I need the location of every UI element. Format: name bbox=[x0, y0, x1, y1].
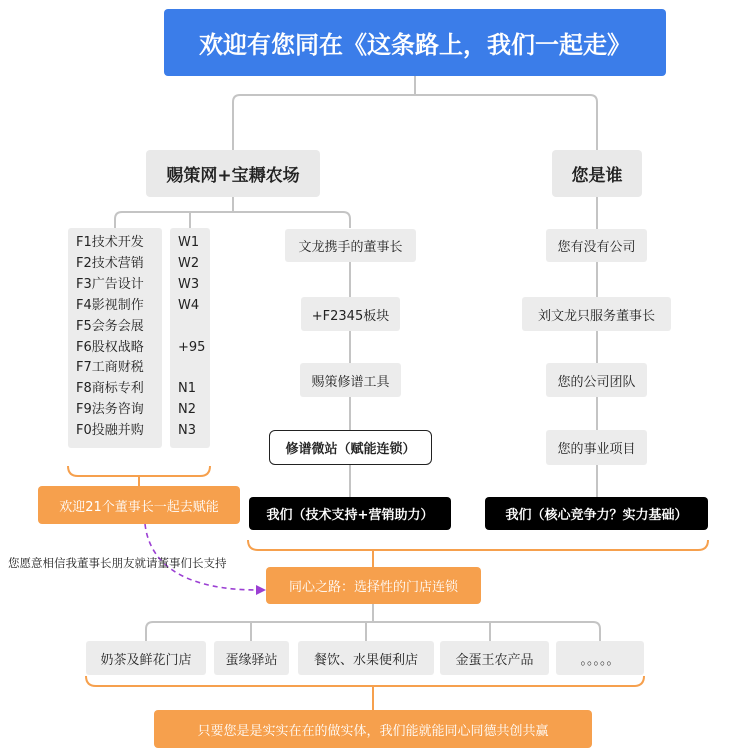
bottom-node bbox=[214, 641, 289, 675]
title-box bbox=[164, 9, 666, 76]
bottom-node bbox=[440, 641, 549, 675]
bottom-node-label: 蛋缘驿站 bbox=[225, 652, 278, 668]
mid-node-label: +F2345板块 bbox=[311, 308, 390, 324]
mid-black-node bbox=[249, 497, 451, 530]
right-node-label: 您的公司团队 bbox=[557, 374, 636, 390]
f-item: F5会务会展 bbox=[76, 318, 144, 334]
right-node bbox=[546, 229, 647, 262]
right-node bbox=[522, 297, 671, 331]
f-item: F1技术开发 bbox=[76, 235, 144, 250]
orange-left-label: 欢迎21个董事长一起去赋能 bbox=[59, 499, 219, 515]
right-node bbox=[546, 430, 647, 465]
w-item: N1 bbox=[178, 381, 196, 397]
right-node bbox=[546, 363, 647, 397]
orange-center-label: 同心之路：选择性的门店连锁 bbox=[288, 580, 458, 595]
right-black-label: 我们（核心竞争力？实力基础） bbox=[505, 508, 688, 523]
right-node-label: 您有没有公司 bbox=[557, 240, 636, 255]
w-item: +95 bbox=[178, 339, 206, 355]
mid-node bbox=[285, 229, 416, 262]
w-item bbox=[170, 358, 210, 379]
mid-node-label: 文龙携手的董事长 bbox=[298, 240, 403, 255]
mid-black-label: 我们（技术支持+营销助力） bbox=[266, 508, 434, 523]
bottom-node bbox=[86, 641, 206, 675]
w-item: W4 bbox=[178, 297, 200, 313]
w-item: N3 bbox=[178, 423, 196, 439]
f-item: F0投融并购 bbox=[76, 423, 144, 439]
bottom-node bbox=[298, 641, 434, 675]
w-list-box bbox=[170, 228, 210, 448]
f-item: F3广告设计 bbox=[76, 276, 144, 292]
mid-node-label: 赐策修谱工具 bbox=[311, 374, 390, 390]
w-item: W3 bbox=[178, 276, 200, 292]
right-node-label: 刘文龙只服务董事长 bbox=[537, 308, 655, 324]
f-item: F7工商财税 bbox=[76, 360, 144, 376]
mid-node bbox=[301, 297, 400, 331]
mid-node bbox=[300, 363, 401, 397]
w-item: N2 bbox=[178, 402, 196, 418]
bottom-node-label: 餐饮、水果便利店 bbox=[313, 652, 418, 668]
w-item: W2 bbox=[178, 255, 200, 271]
right-black-node bbox=[485, 497, 708, 530]
orange-center-node bbox=[266, 567, 481, 604]
node-left-head-label: 赐策网+宝耨农场 bbox=[166, 166, 300, 186]
title-text: 欢迎有您同在《这条路上，我们一起走》 bbox=[199, 31, 631, 59]
node-left-head bbox=[146, 150, 320, 197]
right-node-label: 您的事业项目 bbox=[557, 442, 636, 457]
f-item: F9法务咨询 bbox=[76, 402, 144, 418]
w-item: W1 bbox=[178, 235, 200, 250]
bottom-node-label: 。。。。。 bbox=[580, 652, 620, 668]
dashed-note: 您愿意相信我董事长朋友就请董事们长支持 bbox=[8, 556, 227, 570]
node-right-head-label: 您是谁 bbox=[571, 166, 623, 186]
w-item bbox=[170, 317, 210, 338]
bottom-node bbox=[556, 641, 644, 675]
orange-bottom-label: 只要您是是实实在在的做实体，我们能就能同心同德共创共赢 bbox=[197, 723, 549, 739]
node-right-head bbox=[552, 150, 642, 197]
bottom-node-label: 奶茶及鲜花门店 bbox=[100, 652, 192, 668]
outlined-node bbox=[269, 430, 432, 465]
outlined-node-label: 修谱微站（赋能连锁） bbox=[285, 442, 416, 457]
bottom-node-label: 金蛋王农产品 bbox=[455, 652, 534, 668]
f-list-box bbox=[68, 228, 162, 448]
orange-bottom-node bbox=[154, 710, 592, 748]
orange-left-node bbox=[38, 486, 240, 524]
f-item: F4影视制作 bbox=[76, 297, 144, 313]
f-item: F8商标专利 bbox=[76, 381, 144, 397]
f-item: F2技术营销 bbox=[76, 255, 144, 271]
f-item: F6股权战略 bbox=[76, 339, 144, 355]
